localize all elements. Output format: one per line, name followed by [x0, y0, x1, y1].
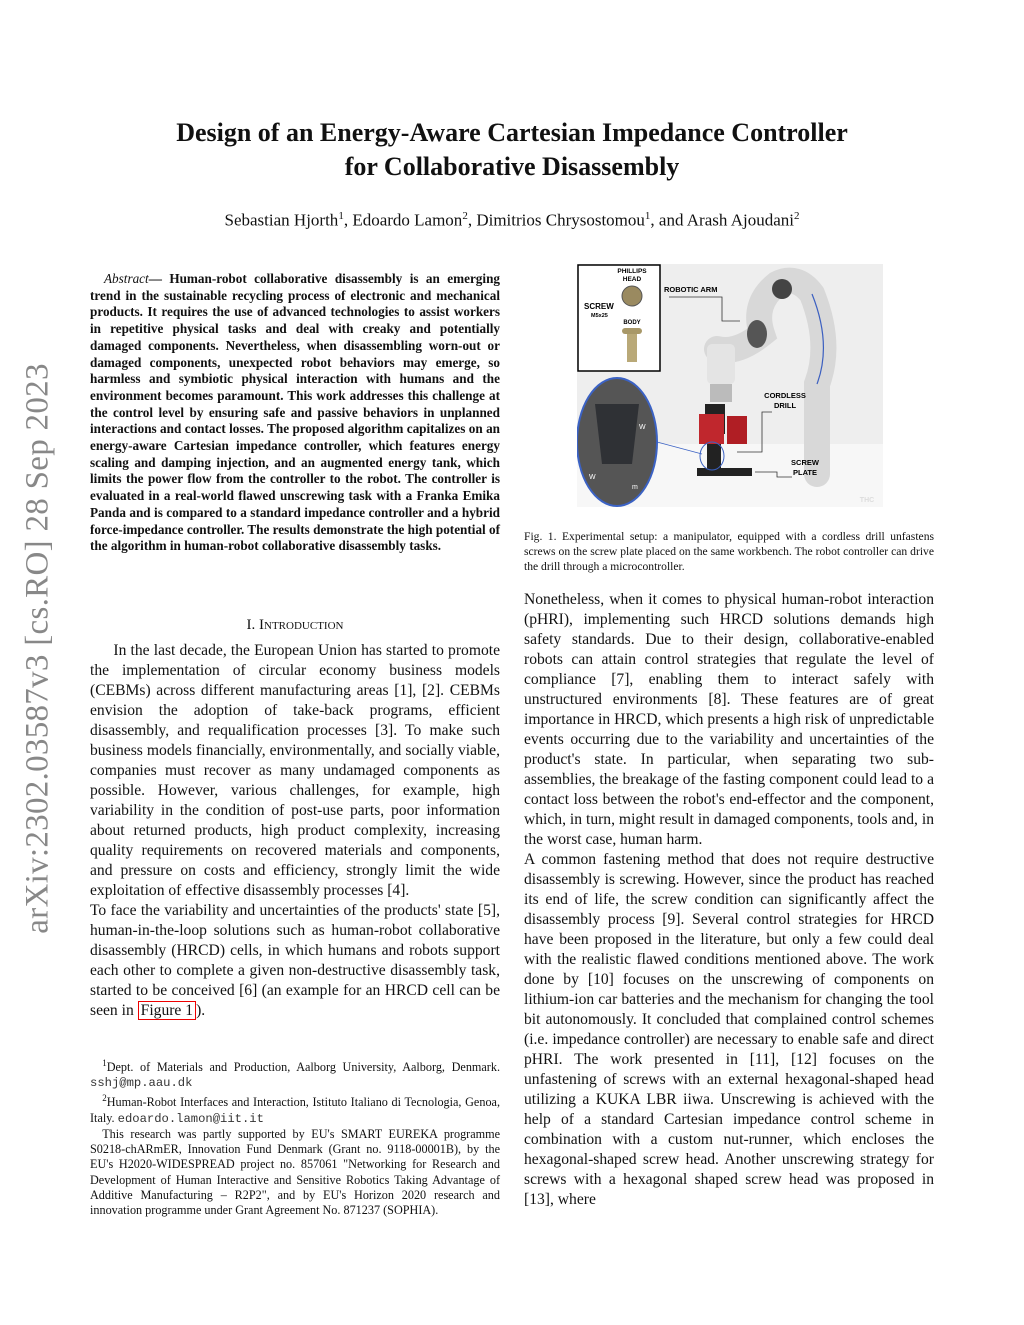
label-wrench-bottom: W: [589, 474, 596, 481]
label-body: BODY: [623, 320, 641, 326]
footnotes: [90, 1056, 500, 1218]
label-phillips: PHILLIPS: [617, 268, 647, 275]
author: Sebastian Hjorth: [224, 210, 339, 230]
label-head: HEAD: [622, 276, 642, 283]
footnote-2: $^2$Human-Robot Interfaces and Interaction, Istituto Italiano di Tecnologia, Genoa, Italy. edoardo.lamon@iit.it: [90, 1093, 500, 1126]
footnote-text: Dept. of Materials and Production, Aalborg University, Aalborg, Denmark.: [106, 1060, 500, 1075]
funding-note: This research was partly supported by EU's SMART EUREKA programme S0218-chARmER, Innovation Fund Denmark (Grant no. 9118-00001B), by the EU's H2020-WIDESPREAD project no. 857061 "Networking for Research and Development of Human Interactive and Sensitive Robotics Taking Advantage of Additive Manufacturing – R2P2", and by EU's Horizon 2020 research and innovation programme under Grant Agreement No. 871237 (SOPHIA).: [90, 1126, 500, 1217]
label-cordless: CORDLESS: [764, 391, 806, 400]
title-line: Design of an Energy-Aware Cartesian Impedance Controller: [176, 118, 848, 147]
author-list: [100, 210, 924, 231]
paper-title: [100, 116, 924, 184]
author: Edoardo Lamon: [352, 210, 463, 230]
label-moment: m: [632, 484, 638, 491]
paragraph: A common fastening method that does not require destructive disassembly is screwing. However, since the product has reached its end of life, the screw condition can significantly affect the disassembly process [9]. Several control strategies for HRCD have been proposed in the literature, but only a few could deal with the realistic flawed conditions mentioned above. The work done by [10] focuses on the unscrewing of components on lithium-ion car batteries and the mechanism for changing the tool bit autonomously. It concluded that complained control schemes (i.e. impedance controller) are necessary to enable safe and direct pHRI. The work presented in [11], [12] focuses on the unfastening of screws with an external hexagonal-shaped head utilizing a KUKA LBR iiwa. Unscrewing is achieved with the help of a standard Cartesian impedance control scheme in combination with a custom nut-runner, which encloses the hexagonal-shaped screw head. Another unscrewing strategy for screws with a hexagonal shaped screw head was proposed in [13], where: [524, 851, 934, 1208]
watermark: THC: [859, 497, 875, 504]
figure-link[interactable]: Figure 1: [138, 1001, 196, 1020]
arxiv-stamp: arXiv:2302.03587v3 [cs.RO] 28 Sep 2023: [19, 363, 56, 934]
affiliation-mark: 2: [793, 210, 800, 222]
email-link[interactable]: sshj@mp.aau.dk: [90, 1076, 193, 1091]
right-column-body: [524, 590, 934, 1210]
figure-1-experimental-setup: [577, 264, 883, 507]
figure-caption: Fig. 1. Experimental setup: a manipulator, equipped with a cordless drill unfastens screws on the screw plate placed on the same workbench. The robot controller can drive the drill through a microcontroller.: [524, 530, 934, 573]
label-screw: SCREW: [584, 302, 614, 311]
paragraph-text: To face the variability and uncertainties of the products' state [5], human-in-the-loop solutions such as human-robot collaborative disassembly (HRCD) cells, in which humans and robots support each other to complete a given non-destructive disassembly task, started to be conceived [6] (an example for an HRCD cell can be seen in: [90, 902, 500, 1019]
title-line: for Collaborative Disassembly: [344, 152, 680, 181]
abstract: [90, 271, 500, 555]
label-drill: DRILL: [773, 401, 797, 410]
left-column-body: [90, 641, 500, 1021]
affiliation-mark: 1: [644, 210, 651, 222]
separator: , and: [650, 210, 687, 230]
author: Arash Ajoudani: [686, 210, 794, 230]
abstract-text: — Human-robot collaborative disassembly is an emerging trend in the sustainable recycling process of electronic and mechanical products. It requires the use of advanced technologies to assist workers in repetitive physical tasks and deal with creaky and potentially damaged components. Nevertheless, when disassembling worn-out or damaged components, unexpected robot behaviors may emerge, so harmless and symbiotic physical interaction with humans and the environment becomes paramount. This work addresses this challenge at the control level by ensuring safe and passive behaviors in unplanned interactions and contact losses. The proposed algorithm capitalizes on an energy-aware Cartesian impedance controller, which features energy scaling and damping injection, and an augmented energy tank, which limits the power flow from the controller to the robot. The controller is evaluated in a real-world flawed unscrewing task with a Franka Emika Panda and is compared to a standard impedance controller and a hybrid force-impedance controller. The results demonstrate the high potential of the algorithm in human-robot collaborative disassembly tasks.: [90, 271, 500, 554]
separator: ,: [467, 210, 477, 230]
section-heading: I. Introduction: [246, 617, 344, 633]
affiliation-mark: 1: [338, 210, 344, 222]
separator: ,: [343, 210, 353, 230]
abstract-label: Abstract: [104, 271, 149, 286]
label-size: M5x25: [591, 313, 608, 319]
footnote-text: Human-Robot Interfaces and Interaction, Istituto Italiano di Tecnologia, Genoa, Italy.: [90, 1095, 500, 1125]
author: Dimitrios Chrysostomou: [476, 210, 645, 230]
paragraph: In the last decade, the European Union has started to promote the implementation of circular economy business models (CEBMs) across different manufacturing areas [1], [2]. CEBMs envision the adoption of take-back programs, efficient disassembly, and requalification processes [3]. To make such business models financially, environmentally, and socially viable, companies must recover as many undamaged components as possible. However, various challenges, for example, high variability in the condition of post-use parts, poor information about returned products, high product complexity, increasing quality requirements on recovered materials and components, and pressure on costs and efficiency, strongly limit the wide exploitation of effective disassembly processes [4].: [90, 642, 500, 899]
label-screw-plate-1: SCREW: [791, 458, 819, 467]
paragraph: Nonetheless, when it comes to physical human-robot interaction (pHRI), implementing such HRCD solutions demands high safety standards. Due to their design, collaborative-enabled robots can attain control strategies that regulate the level of compliance [7], enabling them to interact safely with unstructured environments [8]. These features are of great importance in HRCD, which presents a high risk of unpredictable events occurring due to the variability and uncertainties of the product's state. In particular, when separating two sub-assemblies, the breakage of the fasting component could lead to a contact loss between the robot's end-effector and the component, which, in turn, might result in damaged components, tools and, in the worst case, human harm.: [524, 591, 934, 848]
email-link[interactable]: edoardo.lamon@iit.it: [117, 1111, 264, 1126]
paragraph-text: ).: [196, 1002, 206, 1019]
label-screw-plate-2: PLATE: [792, 468, 818, 477]
label-wrench-top: W: [639, 424, 646, 431]
label-robotic-arm: ROBOTIC ARM: [664, 285, 718, 294]
footnote-1: $^1$Dept. of Materials and Production, Aalborg University, Aalborg, Denmark. sshj@mp.aau.dk: [90, 1058, 500, 1091]
affiliation-mark: 2: [462, 210, 468, 222]
paragraph: [90, 901, 500, 1021]
